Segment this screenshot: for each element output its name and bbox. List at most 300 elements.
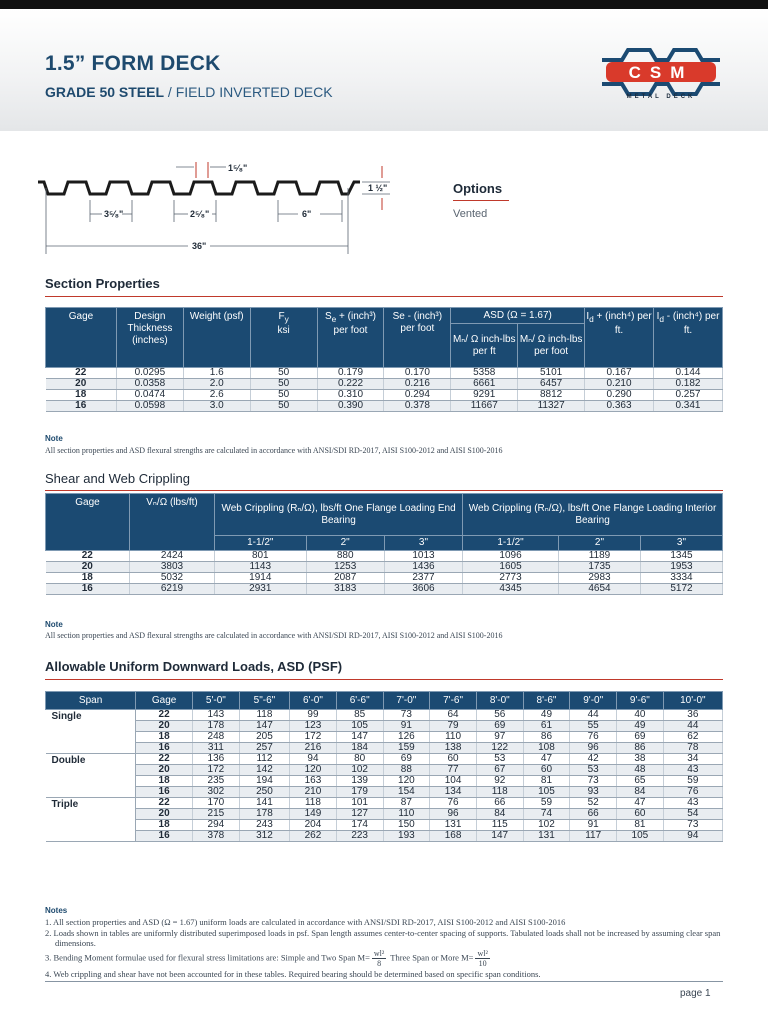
col-int-1-5: 1-1/2": [463, 536, 559, 551]
cell: 91: [383, 721, 430, 732]
cell: 55: [570, 721, 617, 732]
col-int-2: 2": [559, 536, 641, 551]
cell: 53: [570, 765, 617, 776]
cell: 69: [617, 732, 664, 743]
cell: 170: [193, 798, 240, 809]
cell: 94: [290, 754, 337, 765]
cell: 20: [46, 379, 117, 390]
cell: 60: [617, 809, 664, 820]
cell: 84: [476, 809, 523, 820]
cell: 1253: [306, 562, 384, 573]
cell: 0.257: [653, 390, 722, 401]
cell: 92: [476, 776, 523, 787]
cell: 3606: [384, 584, 462, 595]
cell: 142: [239, 765, 289, 776]
cell: 147: [336, 732, 383, 743]
cell: 115: [476, 820, 523, 831]
cell: 120: [290, 765, 337, 776]
logo-text: CSM: [628, 63, 694, 82]
cell: 126: [383, 732, 430, 743]
cell: 1953: [640, 562, 722, 573]
cell: 99: [290, 710, 337, 721]
cell: 1345: [640, 551, 722, 562]
loads-col-header: 6'-0": [290, 692, 337, 710]
loads-col-header: 7'-0": [383, 692, 430, 710]
cell: 73: [383, 710, 430, 721]
id-plus-sub: d: [589, 314, 594, 324]
note3-m2: M=: [461, 952, 474, 963]
cell: 5032: [130, 573, 215, 584]
cell: 108: [523, 743, 570, 754]
cell: 159: [383, 743, 430, 754]
table-row: [46, 809, 723, 820]
cell: 9291: [451, 390, 518, 401]
cell: 1436: [384, 562, 462, 573]
col-int-3: 3": [640, 536, 722, 551]
col-end-2: 2": [306, 536, 384, 551]
page-title: 1.5” FORM DECK: [45, 52, 221, 75]
se-plus-label: S: [324, 311, 332, 322]
cell: 216: [290, 743, 337, 754]
cell: 43: [663, 798, 722, 809]
cell: 62: [663, 732, 722, 743]
cell: 50: [250, 401, 317, 412]
cell: 66: [570, 809, 617, 820]
table-row: [46, 743, 723, 754]
cell: 34: [663, 754, 722, 765]
cell: 87: [383, 798, 430, 809]
cell: 18: [46, 390, 117, 401]
loads-col-header: 6'-6": [336, 692, 383, 710]
cell: 85: [336, 710, 383, 721]
table-row: [46, 732, 723, 743]
cell: 2773: [463, 573, 559, 584]
loads-title: Allowable Uniform Downward Loads, ASD (PSF): [45, 659, 343, 674]
loads-note-2: 2. Loads shown in tables are uniformly distributed superimposed loads in psf. Span length assumes center-to-center spacing of supports. Tabulated loads shall not be increased by assuming clear span dimensions.: [45, 928, 721, 948]
table-row: [46, 765, 723, 776]
cell: 44: [663, 721, 722, 732]
cell: 0.216: [384, 379, 451, 390]
cell: 18: [46, 573, 130, 584]
cell: 22: [136, 710, 193, 721]
cell: 67: [476, 765, 523, 776]
cell: 50: [250, 368, 317, 379]
cell: 59: [523, 798, 570, 809]
cell: 20: [136, 721, 193, 732]
cell: 0.0474: [116, 390, 183, 401]
cell: 138: [430, 743, 477, 754]
fy-unit: ksi: [277, 325, 290, 336]
cell: 235: [193, 776, 240, 787]
cell: 2931: [215, 584, 307, 595]
col-interior-bearing: Web Crippling (Rₙ/Ω), lbs/ft One Flange Loading Interior Bearing: [463, 494, 723, 536]
cell: 2377: [384, 573, 462, 584]
cell: 77: [430, 765, 477, 776]
fy-sub: y: [284, 314, 289, 324]
cell: 69: [383, 754, 430, 765]
table-row: [46, 379, 723, 390]
cell: 110: [383, 809, 430, 820]
cell: 2.6: [183, 390, 250, 401]
cell: 47: [617, 798, 664, 809]
span-label: Double: [46, 754, 136, 798]
cell: 74: [523, 809, 570, 820]
loads-col-header: 8'-0": [476, 692, 523, 710]
cell: 163: [290, 776, 337, 787]
cell: 0.179: [317, 368, 384, 379]
cell: 42: [570, 754, 617, 765]
dim-pitch: 6": [302, 209, 312, 219]
loads-col-header: 8'-6": [523, 692, 570, 710]
se-plus-unit: + (inch³) per foot: [333, 311, 377, 336]
cell: 6661: [451, 379, 518, 390]
cell: 16: [136, 831, 193, 842]
cell: 172: [193, 765, 240, 776]
cell: 49: [523, 710, 570, 721]
cell: 43: [663, 765, 722, 776]
cell: 49: [617, 721, 664, 732]
cell: 150: [383, 820, 430, 831]
cell: 60: [430, 754, 477, 765]
cell: 105: [617, 831, 664, 842]
cell: 65: [617, 776, 664, 787]
cell: 0.294: [384, 390, 451, 401]
cell: 184: [336, 743, 383, 754]
note3-mid: Three Span or More: [390, 952, 459, 963]
logo-subtitle: METAL DECK: [626, 94, 696, 100]
cell: 22: [46, 368, 117, 379]
cell: 48: [617, 765, 664, 776]
span-label: Triple: [46, 798, 136, 842]
cell: 96: [430, 809, 477, 820]
cell: 120: [383, 776, 430, 787]
col-asd-group: ASD (Ω = 1.67): [451, 308, 585, 324]
cell: 147: [476, 831, 523, 842]
dim-cover: 36": [192, 241, 207, 251]
formula-den: 8: [377, 959, 382, 968]
cell: 302: [193, 787, 240, 798]
span-label: Single: [46, 710, 136, 754]
cell: 18: [136, 776, 193, 787]
loads-header-row: [46, 692, 723, 710]
cell: 88: [383, 765, 430, 776]
dim-rib-bottom: 3⁵⁄₈": [104, 209, 124, 219]
cell: 94: [663, 831, 722, 842]
cell: 102: [523, 820, 570, 831]
cell: 136: [193, 754, 240, 765]
cell: 178: [193, 721, 240, 732]
cell: 50: [250, 379, 317, 390]
page-number: page 1: [680, 988, 711, 999]
cell: 20: [136, 765, 193, 776]
options-title: Options: [453, 181, 503, 196]
cell: 16: [136, 787, 193, 798]
cell: 4345: [463, 584, 559, 595]
page-subtitle: [45, 84, 333, 100]
cell: 78: [663, 743, 722, 754]
col-gage: Gage: [46, 308, 117, 368]
cell: 16: [46, 401, 117, 412]
table-row: [46, 584, 723, 595]
section-properties-rule: [45, 296, 723, 297]
options-rule: [453, 200, 509, 201]
table-row: [46, 710, 723, 721]
cell: 122: [476, 743, 523, 754]
cell: 5101: [518, 368, 585, 379]
cell: 47: [523, 754, 570, 765]
cell: 880: [306, 551, 384, 562]
cell: 96: [570, 743, 617, 754]
cell: 6219: [130, 584, 215, 595]
col-fy: [250, 308, 317, 368]
formula-three-span: [475, 949, 489, 968]
cell: 0.182: [653, 379, 722, 390]
cell: 178: [239, 809, 289, 820]
cell: 16: [46, 584, 130, 595]
note3-lead: 3. Bending Moment formulae used for flexural stress limitations are: Simple and Two Span: [45, 952, 356, 963]
col-se-minus: Se - (inch³) per foot: [384, 308, 451, 368]
cell: 1096: [463, 551, 559, 562]
loads-note-1: 1. All section properties and ASD (Ω = 1.67) uniform loads are calculated in accordance with ANSI/SDI RD-2017, AISI S100-2012 and AISI S100-2016: [45, 917, 566, 927]
table-row: [46, 721, 723, 732]
section-properties-table: [45, 307, 723, 412]
col-vn: Vₙ/Ω (lbs/ft): [130, 494, 215, 551]
cell: 0.0295: [116, 368, 183, 379]
cell: 294: [193, 820, 240, 831]
section-note-heading: Note: [45, 434, 63, 443]
cell: 6457: [518, 379, 585, 390]
cell: 73: [663, 820, 722, 831]
cell: 248: [193, 732, 240, 743]
cell: 1.6: [183, 368, 250, 379]
cell: 105: [336, 721, 383, 732]
cell: 73: [570, 776, 617, 787]
fy-label: F: [278, 311, 285, 322]
cell: 3183: [306, 584, 384, 595]
cell: 52: [570, 798, 617, 809]
loads-col-header: Span: [46, 692, 136, 710]
cell: 53: [476, 754, 523, 765]
cell: 1605: [463, 562, 559, 573]
cell: 86: [523, 732, 570, 743]
cell: 0.363: [585, 401, 654, 412]
cell: 131: [523, 831, 570, 842]
shear-title: Shear and Web Crippling: [45, 471, 191, 486]
cell: 118: [239, 710, 289, 721]
cell: 102: [336, 765, 383, 776]
col-mn-minus: Mₙ/ Ω inch-lbs per foot: [518, 324, 585, 368]
cell: 22: [136, 754, 193, 765]
cell: 54: [663, 809, 722, 820]
cell: 101: [336, 798, 383, 809]
cell: 18: [136, 820, 193, 831]
cell: 147: [239, 721, 289, 732]
cell: 66: [476, 798, 523, 809]
table-row: [46, 754, 723, 765]
cell: 0.341: [653, 401, 722, 412]
cell: 2.0: [183, 379, 250, 390]
table-row: [46, 562, 723, 573]
cell: 2087: [306, 573, 384, 584]
cell: 22: [46, 551, 130, 562]
loads-col-header: 7'-6": [430, 692, 477, 710]
table-row: [46, 831, 723, 842]
cell: 149: [290, 809, 337, 820]
cell: 0.378: [384, 401, 451, 412]
cell: 243: [239, 820, 289, 831]
table-row: [46, 368, 723, 379]
cell: 143: [193, 710, 240, 721]
loads-body: [46, 710, 723, 842]
cell: 141: [239, 798, 289, 809]
cell: 110: [430, 732, 477, 743]
cell: 76: [570, 732, 617, 743]
cell: 118: [476, 787, 523, 798]
cell: 11667: [451, 401, 518, 412]
cell: 44: [570, 710, 617, 721]
cell: 154: [383, 787, 430, 798]
cell: 60: [523, 765, 570, 776]
cell: 81: [617, 820, 664, 831]
col-end-3: 3": [384, 536, 462, 551]
dim-depth: 1 ½": [368, 183, 388, 193]
cell: 20: [136, 809, 193, 820]
cell: 210: [290, 787, 337, 798]
cell: 104: [430, 776, 477, 787]
subtitle-grade: GRADE 50 STEEL: [45, 84, 165, 100]
cell: 3803: [130, 562, 215, 573]
table-row: [46, 551, 723, 562]
cell: 127: [336, 809, 383, 820]
cell: 0.310: [317, 390, 384, 401]
cell: 93: [570, 787, 617, 798]
loads-col-header: Gage: [136, 692, 193, 710]
col-design-thickness: Design Thickness (inches): [116, 308, 183, 368]
formula-num: wl²: [373, 949, 385, 958]
cell: 257: [239, 743, 289, 754]
cell: 223: [336, 831, 383, 842]
cell: 172: [290, 732, 337, 743]
table-row: [46, 573, 723, 584]
col-end-bearing: Web Crippling (Rₙ/Ω), lbs/ft One Flange Loading End Bearing: [215, 494, 463, 536]
dim-rib-top: 2⁵⁄₈": [190, 209, 210, 219]
cell: 36: [663, 710, 722, 721]
cell: 97: [476, 732, 523, 743]
loads-notes-heading: Notes: [45, 906, 68, 915]
cell: 1735: [559, 562, 641, 573]
deck-profile-diagram: [30, 148, 400, 268]
cell: 1189: [559, 551, 641, 562]
cell: 50: [250, 390, 317, 401]
cell: 40: [617, 710, 664, 721]
cell: 0.0598: [116, 401, 183, 412]
subtitle-type: / FIELD INVERTED DECK: [164, 84, 333, 100]
cell: 61: [523, 721, 570, 732]
cell: 22: [136, 798, 193, 809]
cell: 118: [290, 798, 337, 809]
col-end-1-5: 1-1/2": [215, 536, 307, 551]
shear-table: [45, 493, 723, 595]
cell: 179: [336, 787, 383, 798]
cell: 139: [336, 776, 383, 787]
cell: 168: [430, 831, 477, 842]
table-row: [46, 776, 723, 787]
loads-rule: [45, 679, 723, 680]
cell: 0.144: [653, 368, 722, 379]
cell: 81: [523, 776, 570, 787]
table-row: [46, 401, 723, 412]
cell: 378: [193, 831, 240, 842]
cell: 86: [617, 743, 664, 754]
loads-col-header: 5"-6": [239, 692, 289, 710]
cell: 18: [136, 732, 193, 743]
cell: 801: [215, 551, 307, 562]
cell: 38: [617, 754, 664, 765]
loads-col-header: 5'-0": [193, 692, 240, 710]
cell: 215: [193, 809, 240, 820]
cell: 112: [239, 754, 289, 765]
loads-note-3: [45, 949, 725, 968]
cell: 3334: [640, 573, 722, 584]
cell: 105: [523, 787, 570, 798]
cell: 2424: [130, 551, 215, 562]
cell: 5172: [640, 584, 722, 595]
cell: 134: [430, 787, 477, 798]
cell: 1914: [215, 573, 307, 584]
table-row: [46, 798, 723, 809]
cell: 250: [239, 787, 289, 798]
note3-m1: M=: [357, 952, 370, 963]
option-vented: Vented: [453, 208, 488, 220]
loads-note-4: 4. Web crippling and shear have not been accounted for in these tables. Required bearing should be determined based on specific span conditions.: [45, 969, 541, 979]
id-plus-unit: + (inch⁴) per ft.: [593, 311, 652, 336]
formula-num: wl²: [477, 949, 488, 958]
cell: 193: [383, 831, 430, 842]
col-id-minus: [653, 308, 722, 368]
cell: 312: [239, 831, 289, 842]
cell: 2983: [559, 573, 641, 584]
cell: 0.222: [317, 379, 384, 390]
col-id-plus: [585, 308, 654, 368]
cell: 194: [239, 776, 289, 787]
cell: 69: [476, 721, 523, 732]
shear-note-heading: Note: [45, 620, 63, 629]
cell: 117: [570, 831, 617, 842]
loads-col-header: 10'-0": [663, 692, 722, 710]
cell: 76: [430, 798, 477, 809]
cell: 174: [336, 820, 383, 831]
cell: 84: [617, 787, 664, 798]
loads-notes: [45, 906, 725, 980]
section-properties-title: Section Properties: [45, 276, 160, 291]
cell: 131: [430, 820, 477, 831]
id-minus-sub: d: [659, 314, 664, 324]
formula-two-span: [372, 949, 386, 968]
cell: 80: [336, 754, 383, 765]
table-row: [46, 390, 723, 401]
cell: 56: [476, 710, 523, 721]
col-se-plus: [317, 308, 384, 368]
table-row: [46, 820, 723, 831]
col-mn-plus: Mₙ/ Ω inch-lbs per ft: [451, 324, 518, 368]
id-plus-label: I: [586, 311, 590, 322]
cell: 79: [430, 721, 477, 732]
loads-col-header: 9'-0": [570, 692, 617, 710]
cell: 76: [663, 787, 722, 798]
section-note: All section properties and ASD flexural strengths are calculated in accordance with ANSI/SDI RD-2017, AISI S100-2012 and AISI S100-2016: [45, 446, 503, 455]
shear-note: All section properties and ASD flexural strengths are calculated in accordance with ANSI/SDI RD-2017, AISI S100-2012 and AISI S100-2016: [45, 631, 503, 640]
col-shear-gage: Gage: [46, 494, 130, 551]
